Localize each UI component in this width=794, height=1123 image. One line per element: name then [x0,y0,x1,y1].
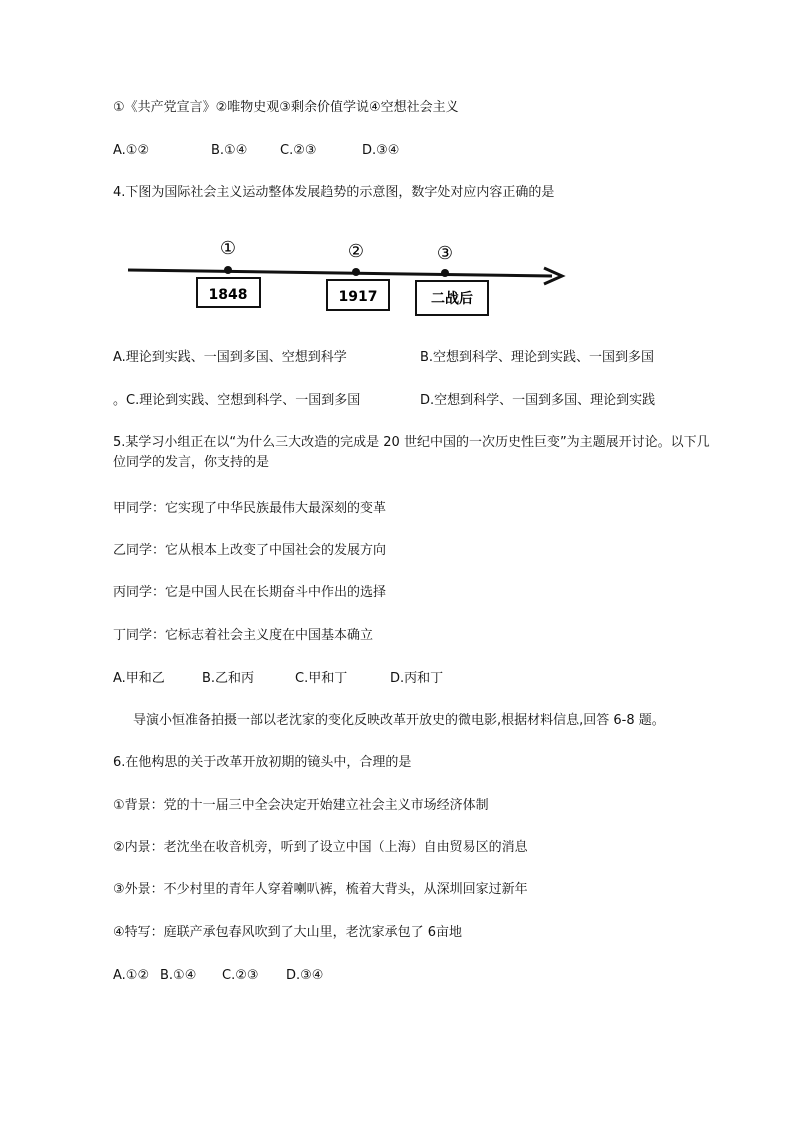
timeline-dot-1 [224,266,232,274]
q6-option-a: A.①② [113,968,150,983]
q6-item-4: ④特写：庭联产承包春风吹到了大山里，老沈家承包了 6亩地 [113,925,463,940]
q6-stem: 6.在他构思的关于改革开放初期的镜头中，合理的是 [113,755,412,770]
q5-speaker-yi: 乙同学：它从根本上改变了中国社会的发展方向 [113,543,387,558]
timeline-marker-3: ③ [436,243,454,264]
q3-option-c: C.②③ [280,143,317,158]
timeline-dot-2 [352,268,360,276]
timeline-marker-1: ① [219,238,237,259]
q4-option-b: B.空想到科学、理论到实践、一国到多国 [420,350,655,365]
q6-option-c: C.②③ [222,968,259,983]
timeline-marker-2: ② [347,241,365,262]
q6-item-2: ②内景：老沈坐在收音机旁，听到了设立中国（上海）自由贸易区的消息 [113,840,528,855]
q5-option-b: B.乙和丙 [202,671,255,686]
q6-option-d: D.③④ [286,968,324,983]
q5-option-d: D.丙和丁 [390,671,444,686]
q5-option-a: A.甲和乙 [113,671,165,686]
q4-option-a: A.理论到实践、一国到多国、空想到科学 [113,350,347,365]
q3-items: ①《共产党宣言》②唯物史观③剩余价值学说④空想社会主义 [113,100,459,115]
q6-item-3: ③外景：不少村里的青年人穿着喇叭裤，梳着大背头，从深圳回家过新年 [113,882,528,897]
q3-option-a: A.①② [113,143,150,158]
q5-speaker-jia: 甲同学：它实现了中华民族最伟大最深刻的变革 [113,501,387,516]
q4-option-c: 。C.理论到实践、空想到科学、一国到多国 [113,393,361,408]
timeline-dot-3 [441,269,449,277]
q4-stem: 4.下图为国际社会主义运动整体发展趋势的示意图，数字处对应内容正确的是 [113,185,555,200]
timeline-label-3: 二战后 [431,291,473,307]
timeline-label-1: 1848 [208,287,248,303]
q3-option-d: D.③④ [362,143,400,158]
q5-option-c: C.甲和丁 [295,671,348,686]
timeline-diagram [120,232,580,322]
q5-speaker-ding: 丁同学：它标志着社会主义度在中国基本确立 [113,628,374,643]
q4-option-d: D.空想到科学、一国到多国、理论到实践 [420,393,656,408]
q5-speaker-bing: 丙同学：它是中国人民在长期奋斗中作出的选择 [113,585,387,600]
q3-option-b: B.①④ [211,143,248,158]
q6-item-1: ①背景：党的十一届三中全会决定开始建立社会主义市场经济体制 [113,798,489,813]
q6-option-b: B.①④ [160,968,197,983]
q5-stem: 5.某学习小组正在以“为什么三大改造的完成是 20 世纪中国的一次历史性巨变”为主题展开讨论。以下几位同学的发言，你支持的是 [113,435,710,470]
timeline-axis [128,270,552,276]
intro-paragraph: 导演小恒准备拍摄一部以老沈家的变化反映改革开放史的微电影,根据材料信息,回答 6-8 题。 [133,713,665,728]
timeline-label-2: 1917 [338,289,378,305]
